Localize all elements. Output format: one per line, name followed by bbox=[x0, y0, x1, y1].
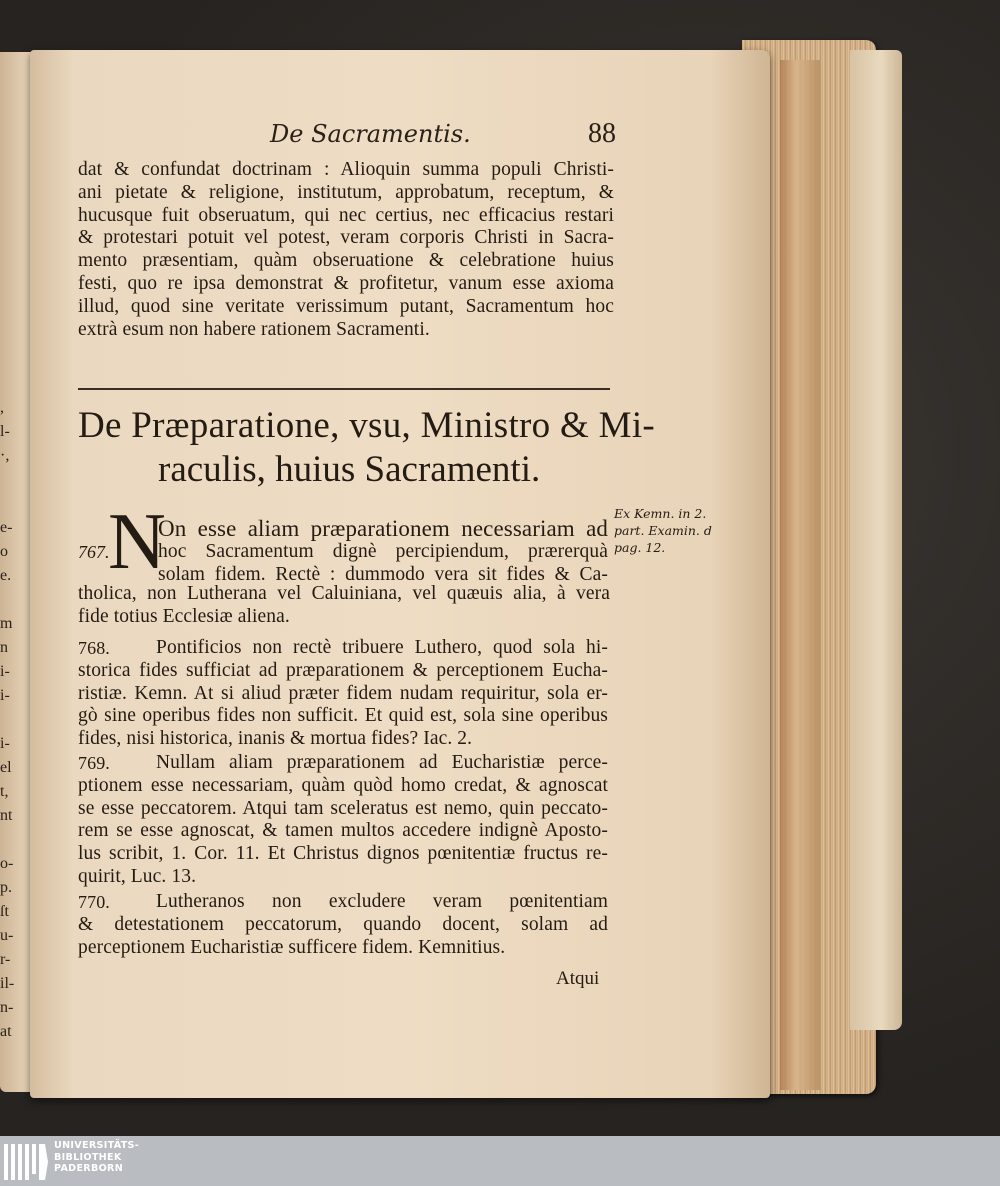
text-line: fides, nisi historica, inanis & mortua fides? Iac. 2. bbox=[78, 728, 473, 750]
section-heading-line: raculis, huius Sacramenti. bbox=[158, 449, 541, 490]
left-page-fragment: i- bbox=[0, 687, 10, 704]
left-page-fragment: i- bbox=[0, 663, 10, 680]
left-page-fragment: ſt bbox=[0, 903, 9, 920]
paragraph-number: 767. bbox=[78, 542, 110, 562]
left-page-fragment: m bbox=[0, 615, 13, 632]
paragraph-number: 768. bbox=[78, 638, 110, 658]
text-line: ptionem esse necessariam, quàm quòd homo credat, & agnoscat bbox=[78, 774, 608, 796]
left-page-fragment bbox=[0, 300, 14, 324]
left-page-fragment: n- bbox=[0, 999, 14, 1016]
left-page-fragment: e. bbox=[0, 567, 12, 584]
left-page-fragment: e- bbox=[0, 519, 13, 536]
text-line: gò sine operibus fides non sufficit. Et quid est, sola sine operibus bbox=[78, 705, 608, 727]
left-page-fragment: o- bbox=[0, 855, 14, 872]
left-page-fragment bbox=[0, 348, 14, 372]
text-line: dat & confundat doctrinam : Alioquin summa populi Christi- bbox=[78, 159, 614, 180]
left-page-fragment bbox=[0, 228, 14, 252]
left-page-fragment bbox=[0, 492, 14, 516]
library-name bbox=[54, 1140, 139, 1175]
margin-note-line: Ex Kemn. in 2. bbox=[614, 506, 707, 521]
left-page-fragment bbox=[0, 708, 14, 732]
text-line bbox=[78, 891, 608, 914]
left-page-fragment: , bbox=[0, 399, 4, 416]
book-cover-edge bbox=[850, 50, 902, 1030]
page-number: 88 bbox=[588, 118, 616, 149]
left-page-fragment bbox=[0, 588, 14, 612]
left-page-fragment bbox=[0, 324, 14, 348]
text-line: hoc Sacramentum dignè percipiendum, prærerquà bbox=[158, 540, 608, 562]
left-page-fragment bbox=[0, 372, 14, 396]
text-line: storica fides sufficiat ad præparationem & perceptionem Eucha- bbox=[78, 659, 608, 681]
text-line: solam fidem. Rectè : dummodo vera sit fides & Ca- bbox=[158, 563, 608, 585]
left-page-fragment: o bbox=[0, 543, 8, 560]
text-line: On esse aliam præparationem necessariam ad bbox=[158, 516, 608, 541]
left-page-fragment: p. bbox=[0, 879, 12, 896]
left-page-fragment: il- bbox=[0, 975, 14, 992]
text-line: perceptionem Eucharistiæ sufficere fidem. Kemnitius. bbox=[78, 936, 506, 958]
paragraph-768 bbox=[78, 637, 618, 751]
left-page-fragment: t, bbox=[0, 783, 9, 800]
left-page-text-fragments bbox=[0, 228, 14, 1044]
text-line: ani pietate & religione, institutum, approbatum, receptum, & bbox=[78, 181, 614, 203]
paragraph-769 bbox=[78, 752, 618, 889]
library-name-line: PADERBORN bbox=[54, 1163, 124, 1174]
text-line bbox=[78, 637, 608, 660]
text-line: ristiæ. Kemn. At si aliud præter fidem nudam requiritur, sola er- bbox=[78, 682, 608, 704]
running-head-title: De Sacramentis. bbox=[270, 120, 471, 148]
margin-note-line: part. Examin. d bbox=[614, 523, 712, 538]
left-page-fragment: r- bbox=[0, 951, 11, 968]
drop-cap: N bbox=[108, 498, 166, 586]
left-page-fragment: el bbox=[0, 759, 12, 776]
margin-note bbox=[614, 505, 734, 556]
left-page-fragment: nt bbox=[0, 807, 13, 824]
paragraph-767 bbox=[78, 583, 618, 629]
paragraph-number: 770. bbox=[78, 892, 110, 912]
left-page-fragment: ·, bbox=[0, 447, 10, 464]
book-fore-edge-shadow bbox=[780, 60, 820, 1090]
left-page-fragment bbox=[0, 828, 14, 852]
text-line: tholica, non Lutherana vel Caluiniana, vel quæuis alia, à vera bbox=[78, 583, 610, 604]
text-line: extrà esum non habere rationem Sacramenti. bbox=[78, 318, 430, 340]
paragraph-number: 769. bbox=[78, 753, 110, 773]
text-line-content: Pontificios non rectè tribuere Luthero, quod sola hi- bbox=[156, 637, 608, 658]
section-heading-line: De Præparatione, vsu, Ministro & Mi- bbox=[78, 405, 656, 446]
left-page-fragment: i- bbox=[0, 735, 10, 752]
text-line: illud, quod sine veritate verissimum putant, Sacramentum hoc bbox=[78, 295, 614, 317]
section-heading bbox=[78, 404, 656, 492]
paragraph-770 bbox=[78, 891, 618, 959]
library-name-line: UNIVERSITÄTS- bbox=[54, 1140, 140, 1151]
left-page-fragment: l- bbox=[0, 423, 10, 440]
left-page-fragment bbox=[0, 252, 14, 276]
text-line: mento præsentiam, quàm obseruatione & celebratione huius bbox=[78, 250, 614, 272]
text-line bbox=[78, 752, 608, 775]
margin-note-line: pag. 12. bbox=[614, 540, 666, 555]
continued-paragraph bbox=[78, 159, 618, 341]
text-line-content: Nullam aliam præparationem ad Eucharistiæ perce- bbox=[156, 752, 608, 773]
library-name-line: BIBLIOTHEK bbox=[54, 1151, 122, 1163]
text-line: fide totius Ecclesiæ aliena. bbox=[78, 605, 290, 627]
left-page-fragment: u- bbox=[0, 927, 14, 944]
text-line: quirit, Luc. 13. bbox=[78, 865, 197, 887]
text-line-content: Lutheranos non excludere veram pœnitentiam bbox=[156, 891, 608, 912]
text-line: festi, quo re ipsa demonstrat & profitetur, vanum esse axioma bbox=[78, 272, 614, 294]
text-line: rem se esse agnoscat, & tamen multos accedere indignè Aposto- bbox=[78, 820, 608, 842]
left-page-fragment: n bbox=[0, 639, 8, 656]
text-line: & detestationem peccatorum, quando docent, solam ad bbox=[78, 913, 608, 935]
text-line: se esse peccatorem. Atqui tam sceleratus est nemo, quin peccato- bbox=[78, 797, 608, 819]
paragraph-767-indented bbox=[158, 518, 610, 586]
text-line: hucusque fuit obseruatum, qui nec certius, nec efficacius restari bbox=[78, 204, 614, 226]
library-footer-bar bbox=[0, 1136, 1000, 1186]
text-line: lus scribit, 1. Cor. 11. Et Christus dignos pœnitentiæ fructus re- bbox=[78, 843, 608, 865]
left-page-fragment: at bbox=[0, 1023, 12, 1040]
library-logo-icon bbox=[4, 1142, 50, 1182]
left-page-fragment bbox=[0, 276, 14, 300]
catchword: Atqui bbox=[556, 968, 600, 989]
text-line: & protestari potuit vel potest, veram corporis Christi in Sacra- bbox=[78, 227, 614, 249]
left-page-fragment bbox=[0, 468, 14, 492]
section-divider-rule bbox=[78, 388, 610, 390]
